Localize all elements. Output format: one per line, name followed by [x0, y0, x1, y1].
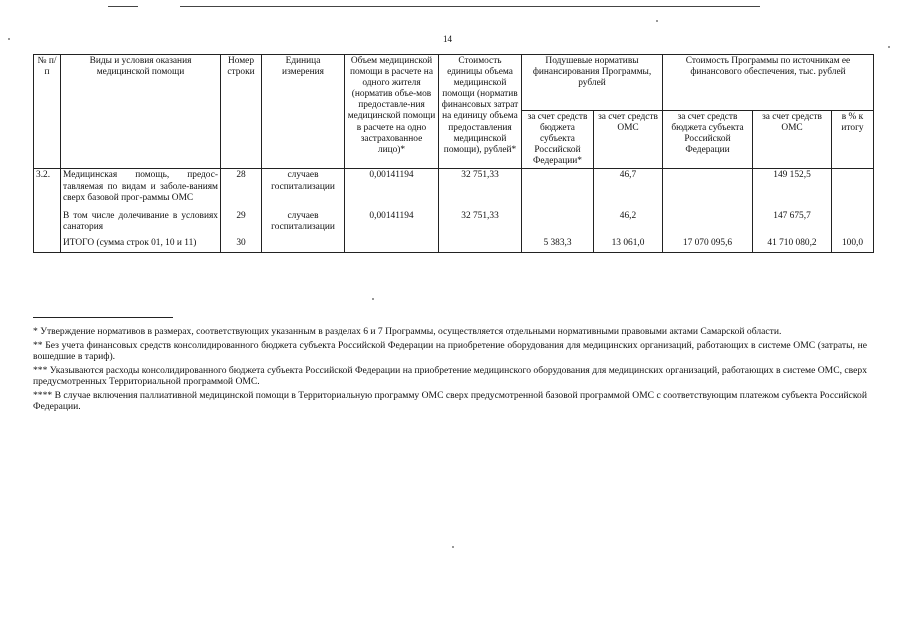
- cell-prog-budget: 17 070 095,6: [663, 234, 753, 253]
- page-number: 14: [443, 34, 452, 44]
- header-pc-oms: за счет средств ОМС: [594, 111, 663, 169]
- cell-line: 30: [221, 234, 262, 253]
- cell-prog-budget: [663, 169, 753, 205]
- footnote: *** Указываются расходы консолидированного бюджета субъекта Российской Федерации на приобретение медицинского оборудования для медицинских организаций, работающих в системе ОМС, сверх предусмотренных Территориальной программой ОМС.: [33, 364, 867, 387]
- cell-name: ИТОГО (сумма строк 01, 10 и 11): [61, 234, 221, 253]
- cell-pc-oms: 46,2: [594, 205, 663, 234]
- cell-pc-oms: 13 061,0: [594, 234, 663, 253]
- cell-line: 29: [221, 205, 262, 234]
- cell-pct: [832, 205, 874, 234]
- header-volume: Объем медицинской помощи в расчете на одного жителя (норматив объе-мов предоставле-ния медицинской помощи в расчете на одно застрахованное лицо)*: [345, 55, 439, 169]
- footnote: * Утверждение нормативов в размерах, соответствующих указанным в разделах 6 и 7 Программы, осуществляется отдельными нормативными правовыми актами Самарской области.: [33, 326, 782, 337]
- cell-cost: [439, 234, 522, 253]
- header-program-cost: Стоимость Программы по источникам ее финансового обеспечения, тыс. рублей: [663, 55, 874, 111]
- cell-prog-oms: 41 710 080,2: [753, 234, 832, 253]
- scan-speck: [452, 546, 454, 548]
- cell-pct: [832, 169, 874, 205]
- footnotes: [33, 326, 867, 415]
- header-per-capita: Подушевые нормативы финансирования Программы, рублей: [522, 55, 663, 111]
- cell-name: Медицинская помощь, предос-тавляемая по видам и заболе-ваниям сверх базовой прог-раммы ОМС: [61, 169, 221, 205]
- cell-num: [34, 234, 61, 253]
- cell-name: В том числе долечивание в условиях санатория: [61, 205, 221, 234]
- scan-artifact: [108, 6, 138, 7]
- cell-pct: 100,0: [832, 234, 874, 253]
- table-row: [34, 205, 874, 234]
- cell-volume: [345, 234, 439, 253]
- footnote: **** В случае включения паллиативной медицинской помощи в Территориальную программу ОМС сверх предусмотренной базовой программой ОМС с соответствующим платежом субъекта Российской Федерации.: [33, 389, 867, 412]
- cell-cost: 32 751,33: [439, 205, 522, 234]
- cell-unit: случаев госпитализации: [262, 205, 345, 234]
- header-num: № п/п: [34, 55, 61, 169]
- footnote: ** Без учета финансовых средств консолидированного бюджета субъекта Российской Федерации на приобретение оборудования для медицинских организаций, работающих в системе ОМС (затраты, не вошедшие в тариф).: [33, 339, 867, 362]
- header-unit: Единица измерения: [262, 55, 345, 169]
- header-types: Виды и условия оказания медицинской помощи: [61, 55, 221, 169]
- cell-unit: [262, 234, 345, 253]
- cell-volume: 0,00141194: [345, 205, 439, 234]
- scan-artifact: [180, 6, 760, 7]
- header-prog-oms: за счет средств ОМС: [753, 111, 832, 169]
- cell-num: 3.2.: [34, 169, 61, 205]
- cell-num: [34, 205, 61, 234]
- scan-speck: [656, 20, 658, 22]
- cell-pc-budget: [522, 169, 594, 205]
- cell-pc-budget: [522, 205, 594, 234]
- header-cost: Стоимость единицы объема медицинской помощи (норматив финансовых затрат на единицу объема предоставления медицинской помощи), рублей*: [439, 55, 522, 169]
- scan-speck: [888, 46, 890, 48]
- scan-speck: [8, 38, 10, 40]
- footnote-divider: [33, 317, 173, 318]
- cell-line: 28: [221, 169, 262, 205]
- cell-prog-budget: [663, 205, 753, 234]
- header-prog-pct: в % к итогу: [832, 111, 874, 169]
- scan-speck: [372, 298, 374, 300]
- cell-cost: 32 751,33: [439, 169, 522, 205]
- header-pc-budget: за счет средств бюджета субъекта Российской Федерации*: [522, 111, 594, 169]
- table-row: [34, 234, 874, 253]
- table-row: [34, 169, 874, 205]
- header-prog-budget: за счет средств бюджета субъекта Российской Федерации: [663, 111, 753, 169]
- cell-pc-budget: 5 383,3: [522, 234, 594, 253]
- cell-unit: случаев госпитализации: [262, 169, 345, 205]
- cell-pc-oms: 46,7: [594, 169, 663, 205]
- financing-table: [33, 54, 874, 253]
- cell-volume: 0,00141194: [345, 169, 439, 205]
- cell-prog-oms: 149 152,5: [753, 169, 832, 205]
- cell-prog-oms: 147 675,7: [753, 205, 832, 234]
- header-row-number: Номер строки: [221, 55, 262, 169]
